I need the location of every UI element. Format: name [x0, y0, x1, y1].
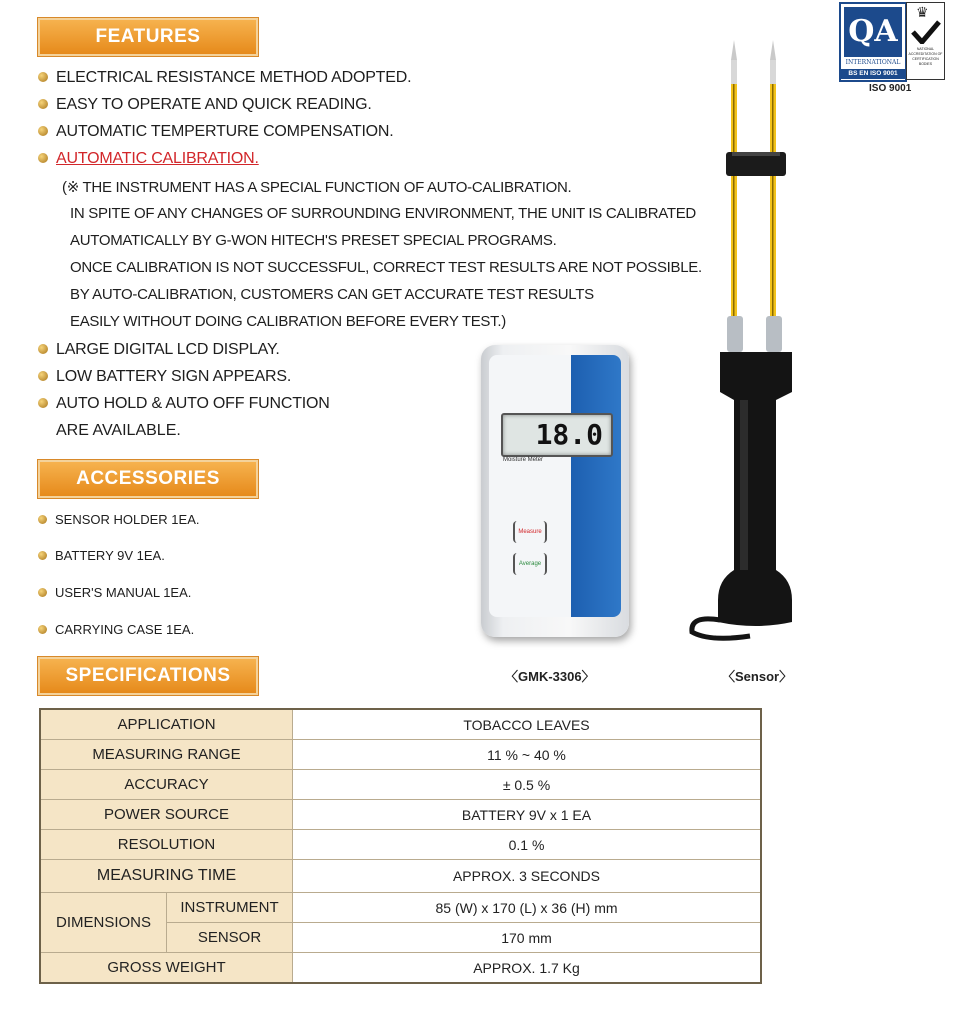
- spec-label: ACCURACY: [40, 770, 293, 800]
- qa-mark: QA: [844, 7, 902, 57]
- feature-item: LOW BATTERY SIGN APPEARS.: [38, 368, 291, 386]
- sensor-handle: [718, 352, 792, 626]
- spec-row: [40, 800, 761, 830]
- features-banner: FEATURES: [38, 18, 258, 56]
- spec-row: [40, 740, 761, 770]
- moisture-meter-device: [481, 345, 629, 637]
- spec-label: MEASURING RANGE: [40, 740, 293, 770]
- spec-value: ± 0.5 %: [293, 770, 762, 800]
- spec-sublabel: SENSOR: [167, 923, 293, 953]
- iso-label: ISO 9001: [869, 83, 912, 94]
- checkmark-icon: [911, 20, 941, 44]
- spec-row: [40, 893, 761, 923]
- spec-row: [40, 709, 761, 740]
- feature-item: AUTO HOLD & AUTO OFF FUNCTION: [38, 395, 330, 413]
- spec-value: APPROX. 3 SECONDS: [293, 860, 762, 893]
- spec-row: [40, 860, 761, 893]
- accessory-item: CARRYING CASE 1EA.: [38, 622, 194, 637]
- spec-value: 11 % ~ 40 %: [293, 740, 762, 770]
- certification-logo: [839, 2, 945, 80]
- specifications-banner: SPECIFICATIONS: [38, 657, 258, 695]
- spec-label: MEASURING TIME: [40, 860, 293, 893]
- spec-label: GROSS WEIGHT: [40, 953, 293, 984]
- spec-value: 0.1 %: [293, 830, 762, 860]
- lcd-value: 18.0: [535, 418, 603, 451]
- device-caption: 〈GMK-3306〉: [505, 669, 595, 684]
- feature-item-highlight: [38, 150, 259, 168]
- standard-label: BS EN ISO 9001: [841, 69, 905, 79]
- spec-row: [40, 830, 761, 860]
- sensor-caption: 〈Sensor〉: [722, 669, 793, 684]
- device-blue-stripe: [571, 355, 621, 617]
- spec-row: [40, 770, 761, 800]
- feature-item: LARGE DIGITAL LCD DISPLAY.: [38, 341, 280, 359]
- qa-logo: [839, 2, 907, 82]
- spec-value: 170 mm: [293, 923, 762, 953]
- feature-item: ELECTRICAL RESISTANCE METHOD ADOPTED.: [38, 69, 411, 87]
- note-line: ONCE CALIBRATION IS NOT SUCCESSFUL, CORRECT TEST RESULTS ARE NOT POSSIBLE.: [70, 259, 702, 276]
- spec-value: BATTERY 9V x 1 EA: [293, 800, 762, 830]
- intl-label: INTERNATIONAL: [845, 59, 901, 66]
- accreditation-mark: [906, 2, 945, 80]
- specifications-table: [39, 708, 762, 984]
- note-line: BY AUTO-CALIBRATION, CUSTOMERS CAN GET ACCURATE TEST RESULTS: [70, 286, 594, 303]
- measure-button[interactable]: [513, 521, 547, 543]
- note-line: EASILY WITHOUT DOING CALIBRATION BEFORE EVERY TEST.): [70, 313, 506, 330]
- lcd-display: [501, 413, 613, 457]
- device-model-label: Moisture Meter: [503, 457, 544, 463]
- spec-label: DIMENSIONS: [40, 893, 167, 953]
- average-button-label: Average: [518, 561, 542, 567]
- accessory-item: USER'S MANUAL 1EA.: [38, 585, 191, 600]
- spec-value: TOBACCO LEAVES: [293, 709, 762, 740]
- accreditation-label: NATIONAL ACCREDITATION OF CERTIFICATION BODIES: [908, 47, 943, 66]
- spec-value: APPROX. 1.7 Kg: [293, 953, 762, 984]
- accessories-banner: ACCESSORIES: [38, 460, 258, 498]
- spec-value: 85 (W) x 170 (L) x 36 (H) mm: [293, 893, 762, 923]
- note-line: IN SPITE OF ANY CHANGES OF SURROUNDING ENVIRONMENT, THE UNIT IS CALIBRATED: [70, 205, 696, 222]
- feature-item-continued: ARE AVAILABLE.: [56, 422, 181, 439]
- note-line: (※ THE INSTRUMENT HAS A SPECIAL FUNCTION OF AUTO-CALIBRATION.: [62, 179, 572, 196]
- accessory-item: SENSOR HOLDER 1EA.: [38, 512, 200, 527]
- sensor-pins: [731, 40, 776, 316]
- note-line: AUTOMATICALLY BY G-WON HITECH'S PRESET SPECIAL PROGRAMS.: [70, 232, 557, 249]
- measure-button-label: Measure: [518, 529, 542, 535]
- spec-label: RESOLUTION: [40, 830, 293, 860]
- feature-item: EASY TO OPERATE AND QUICK READING.: [38, 96, 372, 114]
- average-button[interactable]: [513, 553, 547, 575]
- sensor-ferrules: [727, 316, 782, 352]
- device-front-panel: [489, 355, 621, 617]
- feature-item-text: AUTOMATIC CALIBRATION.: [56, 150, 259, 167]
- accessory-item: BATTERY 9V 1EA.: [38, 548, 165, 563]
- sensor-probe: [680, 40, 800, 645]
- spec-sublabel: INSTRUMENT: [167, 893, 293, 923]
- feature-item: AUTOMATIC TEMPERTURE COMPENSATION.: [38, 123, 394, 141]
- spec-label: APPLICATION: [40, 709, 293, 740]
- crown-icon: ♛: [916, 4, 929, 20]
- spec-label: POWER SOURCE: [40, 800, 293, 830]
- spec-row: [40, 953, 761, 984]
